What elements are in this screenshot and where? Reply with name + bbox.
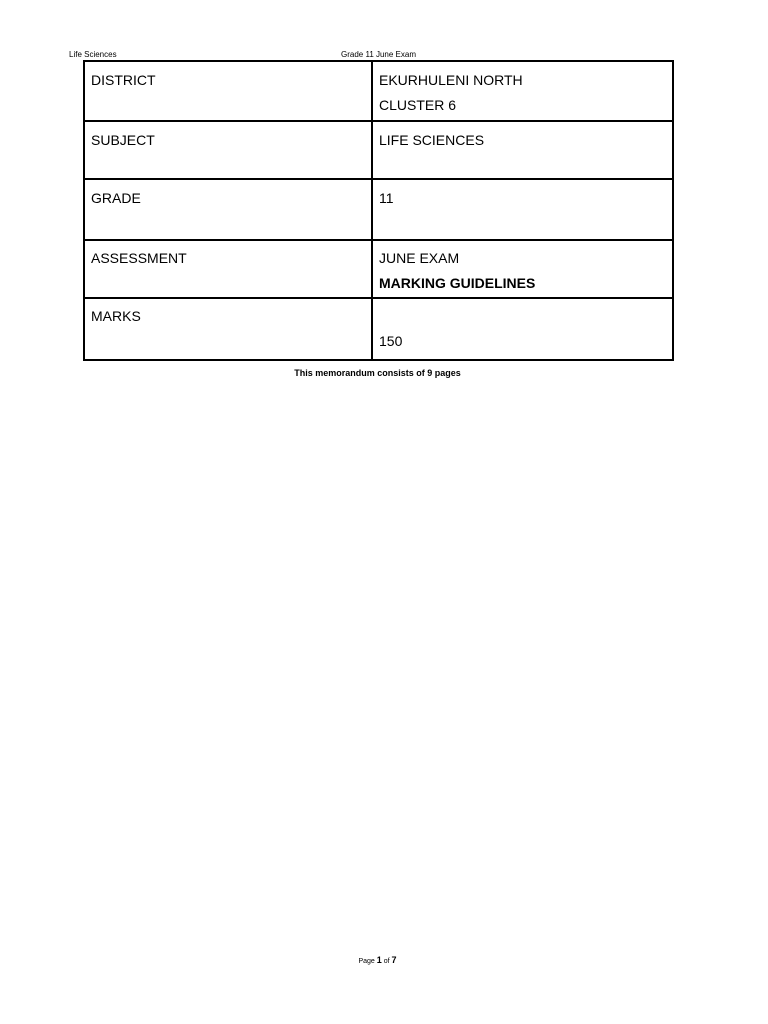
marks-label-cell: [84, 298, 372, 360]
grade-value: 11: [379, 190, 394, 206]
subject-label-cell: [84, 121, 372, 179]
district-value: EKURHULENI NORTH: [379, 72, 523, 88]
subject-value: LIFE SCIENCES: [379, 132, 485, 148]
grade-value-cell: [372, 179, 673, 240]
marks-value: 150: [379, 333, 403, 349]
marks-value-cell: [372, 298, 673, 360]
footer-page-word: Page: [358, 958, 375, 965]
district-value-cell: [372, 61, 673, 121]
table-row-marks: [84, 298, 673, 360]
subject-value-cell: [372, 121, 673, 179]
assessment-value-cell: [372, 240, 673, 298]
assessment-label: ASSESSMENT: [91, 250, 187, 266]
table-row-grade: [84, 179, 673, 240]
marks-spacer: [379, 304, 666, 329]
subject-label: SUBJECT: [91, 132, 155, 148]
grade-label: GRADE: [91, 190, 141, 206]
header-exam-title: Grade 11 June Exam: [341, 50, 417, 59]
district-label: DISTRICT: [91, 72, 156, 88]
footer-page-total: 7: [391, 955, 397, 965]
footer-page-current: 1: [376, 955, 382, 965]
table-row-district: [84, 61, 673, 121]
table-row-subject: [84, 121, 673, 179]
assessment-label-cell: [84, 240, 372, 298]
footer-of-word: of: [383, 958, 390, 965]
page-footer: [0, 953, 755, 969]
marking-guidelines-value: MARKING GUIDELINES: [379, 275, 536, 291]
assessment-value: JUNE EXAM: [379, 250, 460, 266]
header-subject: Life Sciences: [69, 50, 117, 59]
district-label-cell: [84, 61, 372, 121]
grade-label-cell: [84, 179, 372, 240]
cover-info-table: [83, 60, 674, 361]
cluster-value: CLUSTER 6: [379, 97, 457, 113]
table-row-assessment: [84, 240, 673, 298]
marks-label: MARKS: [91, 308, 141, 324]
memorandum-page-count: This memorandum consists of 9 pages: [294, 368, 461, 378]
